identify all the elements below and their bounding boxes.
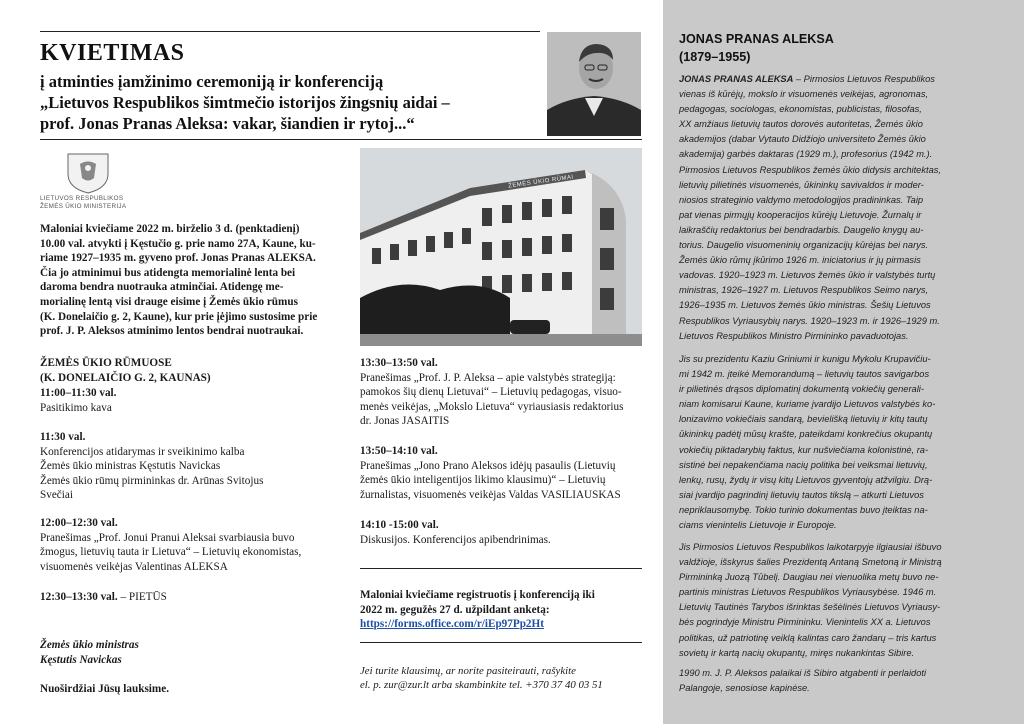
bio-title: JONAS PRANAS ALEKSA — [679, 32, 834, 46]
break-label: – PIETŪS — [117, 591, 167, 603]
bio-line: Jis su prezidentu Kaziu Griniumi ir kunigu Mykolu Krupavičiu- — [679, 354, 931, 364]
bio-line: Lietuvos Respublikos Ministro Pirmininko pavaduotojas. — [679, 330, 909, 341]
program-time: 13:30–13:50 val. — [360, 357, 438, 369]
program-time: 12:30–13:30 val. — [40, 591, 118, 603]
venue-address: (K. DONELAIČIO G. 2, KAUNAS) — [40, 371, 211, 384]
header-bottom-rule — [40, 139, 642, 140]
building-sign: ŽEMĖS ŪKIO RŪMAI — [507, 174, 575, 190]
subtitle-line-2: „Lietuvos Respublikos šimtmečio istorijos žingsnių aidai – — [40, 93, 450, 112]
bio-line: Jis Pirmosios Lietuvos Respublikos laikotarpyje ilgiausiai išbuvo — [679, 542, 942, 552]
invitation-line: (K. Donelaičio g. 2, Kaune), kur prie įėjimo sustosime prie — [40, 310, 318, 323]
program-text: Pasitikimo kava — [40, 401, 112, 414]
bio-line: ūkininkų padėtį mūsų krašte, pateikdami konkrečius okupantų — [679, 429, 933, 440]
venue-name: ŽEMĖS ŪKIO RŪMUOSE — [40, 357, 172, 369]
portrait-photo — [547, 32, 641, 136]
bio-line: – Pirmosios Lietuvos Respublikos — [793, 74, 935, 84]
bio-paragraph-2 — [679, 352, 1013, 533]
subtitle-line-3: prof. Jonas Pranas Aleksa: vakar, šiandien ir rytoj...“ — [40, 114, 415, 133]
bio-line: vokiečių piktadarybių faktus, kur nušviečiama kolonistinė, ra- — [679, 444, 929, 455]
bio-line: Respublikos Vyriausybių narys. 1920–1923 m. ir 1926–1929 m. — [679, 315, 940, 326]
program-text: žurnalistas, visuomenės veikėjas Valdas VASILIAUSKAS — [360, 488, 621, 501]
program-text: žmogus, lietuvių tauta ir Lietuva“ – Lietuvių ekonomistas, — [40, 546, 302, 559]
lunch-break — [40, 590, 167, 605]
program-item — [40, 430, 263, 503]
program-text: visuomenės veikėjas Valentinas ALEKSA — [40, 560, 228, 573]
program-text: pamokos šių dienų Lietuvai“ – Lietuvių pedagogas, visuo- — [360, 386, 622, 399]
bio-line: valdžioje, išskyrus šalies Prezidentą Antaną Smetoną ir Ministrą — [679, 557, 942, 568]
bio-line: bės pogrindyje Ministru Pirmininku. Vienintelis XX a. Lietuvos — [679, 617, 931, 628]
program-item — [40, 386, 116, 415]
invitation-line: daroma bendra nuotrauka atminčiai. Atidengę me- — [40, 281, 284, 294]
program-time: 11:00–11:30 val. — [40, 387, 117, 399]
program-text: Žemės ūkio rūmų pirmininkas dr. Arūnas Svitojus — [40, 474, 264, 487]
invitation-line: morialinę lentą visi drauge eisime į Žemės ūkio rūmus — [40, 295, 298, 308]
minister-title: Žemės ūkio ministras — [40, 639, 139, 651]
bio-paragraph-1 — [679, 72, 1013, 344]
bio-line: ministras, 1926–1927 m. Lietuvos Respublikos Seimo narys, — [679, 285, 929, 296]
registration-block — [360, 588, 650, 617]
program-text: dr. Jonas JASAITIS — [360, 415, 450, 428]
bio-line: lonizavimo vokiečiais sandarą, bevielišką lietuvių ir kitų tautų — [679, 414, 928, 425]
bio-line: politikas, už patriotinę veiklą kalintas caro žandarų – tris kartus — [679, 632, 937, 643]
invitation-line: riame 1927–1935 m. gyveno prof. Jonas Pranas ALEKSA. — [40, 252, 316, 265]
building-photo — [360, 148, 642, 346]
bio-line: akademijos (dabar Vytauto Didžiojo universiteto Žemės ūkio — [679, 134, 926, 145]
bio-line: ir pilietinės drąsos diplomatinį dokumentą vokiečių generali- — [679, 384, 924, 395]
program-text: Pranešimas „Jono Prano Aleksos idėjų pasaulis (Lietuvių — [360, 459, 616, 472]
invitation-line: 10.00 val. atvykti į Kęstučio g. prie namo 27A, Kaune, ku- — [40, 237, 316, 250]
bio-line: Pirmininką Juozą Tūbelį. Daugiau nei vienuolika metų buvo ne- — [679, 572, 939, 583]
bio-name: JONAS PRANAS ALEKSA — [679, 74, 794, 84]
program-time: 14:10 -15:00 val. — [360, 519, 439, 531]
bio-line: niosios strateginio valdymo metodologijos pradininkas. Taip — [679, 194, 924, 205]
bio-line: vadovas. 1920–1923 m. Lietuvos žemės ūkio ir valstybės turtų — [679, 270, 936, 281]
subtitle-line-1: į atminties įamžinimo ceremoniją ir konferenciją — [40, 72, 384, 91]
program-text: Pranešimas „Prof. J. P. Aleksa – apie valstybės strategiją: — [360, 371, 616, 384]
bio-line: laikraščių redaktorius bei bendradarbis. Daugelio knygų au- — [679, 224, 924, 235]
bio-line: akademija) garbės daktaras (1929 m.), profesorius (1942 m.). — [679, 149, 933, 160]
logo-line-2: ŽEMĖS ŪKIO MINISTERIJA — [40, 203, 127, 210]
bio-line: lietuvių pilietinės visuomenės, ūkininkų savivaldos ir moder- — [679, 179, 924, 190]
registration-top-rule — [360, 568, 642, 569]
bio-line: siai įvardijo pagrindinį lietuvių tautos tikslą – atkurti Lietuvos — [679, 489, 924, 500]
program-time: 13:50–14:10 val. — [360, 445, 438, 457]
program-item — [360, 444, 650, 502]
program-text: Svečiai — [40, 489, 73, 502]
program-item — [360, 518, 650, 547]
invitation-line: prof. J. P. Aleksos atminimo lentos bendrai nuotraukai. — [40, 325, 304, 338]
bio-line: sovietų ir kartą nacių okupantų, miręs nukankintas Sibire. — [679, 647, 915, 658]
minister-name: Kęstutis Navickas — [40, 654, 122, 666]
program-text: žemės ūkio inteligentijos likimo klausimu)“ – Lietuvių — [360, 474, 606, 487]
bio-line: XX amžiaus lietuvių tautos dorovės autoritetas, Žemės ūkio — [679, 119, 923, 130]
bio-line: pat vienas pirmųjų kooperacijos kūrėjų Lietuvoje. Žurnalų ir — [679, 209, 922, 220]
bio-line: lenkų, rusų, žydų ir visų kitų Lietuvos gyventojų atžvilgiu. Drą- — [679, 474, 933, 485]
program-time: 11:30 val. — [40, 431, 86, 443]
page-title: KVIETIMAS — [40, 40, 185, 66]
logo-line-1: LIETUVOS RESPUBLIKOS — [40, 195, 124, 202]
registration-link[interactable]: https://forms.office.com/r/iEp97Pp2Ht — [360, 618, 544, 630]
bio-paragraph-3 — [679, 540, 1013, 661]
invitation-line: Čia jo atminimui bus atidengta memorialinė lenta bei — [40, 266, 296, 279]
program-text: menės veikėjas, „Mokslo Lietuva“ vyriausiasis redaktorius — [360, 400, 624, 413]
bio-line: 1990 m. J. P. Aleksos palaikai iš Sibiro atgabenti ir perlaidoti — [679, 668, 927, 678]
program-text: Konferencijos atidarymas ir sveikinimo kalba — [40, 445, 245, 458]
invitation-line: Maloniai kviečiame 2022 m. birželio 3 d. (penktadienį) — [40, 223, 300, 235]
bio-line: Palangoje, senosiose kapinėse. — [679, 683, 810, 694]
closing-line: Nuoširdžiai Jūsų lauksime. — [40, 683, 169, 695]
venue-heading — [40, 356, 211, 385]
bio-line: partinis ministras Lietuvos Respublikos Vyriausybėse. 1946 m. — [679, 587, 937, 598]
contact-top-rule — [360, 642, 642, 643]
contact-block — [360, 664, 603, 693]
contact-line: el. p. zur@zur.lt arba skambinkite tel. +370 37 40 03 51 — [360, 679, 603, 692]
bio-line: torius. Daugelio visuomeninių organizacijų kūrėjas bei narys. — [679, 240, 929, 251]
bio-line: ciams vienintelis Lietuvoje ir Europoje. — [679, 520, 837, 531]
registration-line: Maloniai kviečiame registruotis į konferenciją iki — [360, 589, 595, 601]
program-text: Diskusijos. Konferencijos apibendrinimas. — [360, 533, 551, 546]
bio-line: 1926–1935 m. Lietuvos žemės ūkio ministras. Šešių Lietuvos — [679, 300, 931, 311]
program-item — [40, 516, 301, 574]
top-rule — [40, 31, 540, 32]
ministry-logo-text — [40, 195, 126, 211]
bio-line: niam komisarui Kaune, kuriame įvardijo Lietuvos valstybės ko- — [679, 399, 936, 410]
program-time: 12:00–12:30 val. — [40, 517, 118, 529]
bio-line: Žemės ūkio rūmų įkūrimo 1926 m. iniciatorius ir jų pirmasis — [679, 255, 921, 266]
invitation-paragraph — [40, 222, 330, 339]
bio-line: Pirmosios Lietuvos Respublikos žemės ūkio didysis architektas, — [679, 164, 941, 175]
bio-line: pedagogas, sociologas, ekonomistas, publicistas, filosofas, — [679, 104, 922, 115]
bio-line: mi 1942 m. įteikė Memorandumą – lietuvių tautos savigarbos — [679, 369, 930, 380]
bio-line: vienas iš kūrėjų, mokslo ir visuomenės veikėjas, agronomas, — [679, 89, 929, 100]
contact-line: Jei turite klausimų, ar norite pasiteirauti, rašykite — [360, 665, 576, 677]
bio-line: nepriklausomybę. Tokio turinio dokumentas buvo įteiktas na- — [679, 504, 928, 515]
program-text: Žemės ūkio ministras Kęstutis Navickas — [40, 460, 221, 473]
bio-line: sistinė bei nepakenčiama nacių politika bei veiksmai lietuvių, — [679, 459, 928, 470]
program-text: Pranešimas „Prof. Jonui Pranui Aleksai svarbiausia buvo — [40, 531, 295, 544]
bio-paragraph-4 — [679, 666, 1013, 696]
bio-years: (1879–1955) — [679, 50, 751, 64]
bio-line: Lietuvių Tautinės Tarybos išrinktas šešėlinės Lietuvos Vyriausy- — [679, 602, 941, 613]
program-item — [360, 356, 650, 429]
registration-line: 2022 m. gegužės 27 d. užpildant anketą: — [360, 603, 550, 616]
